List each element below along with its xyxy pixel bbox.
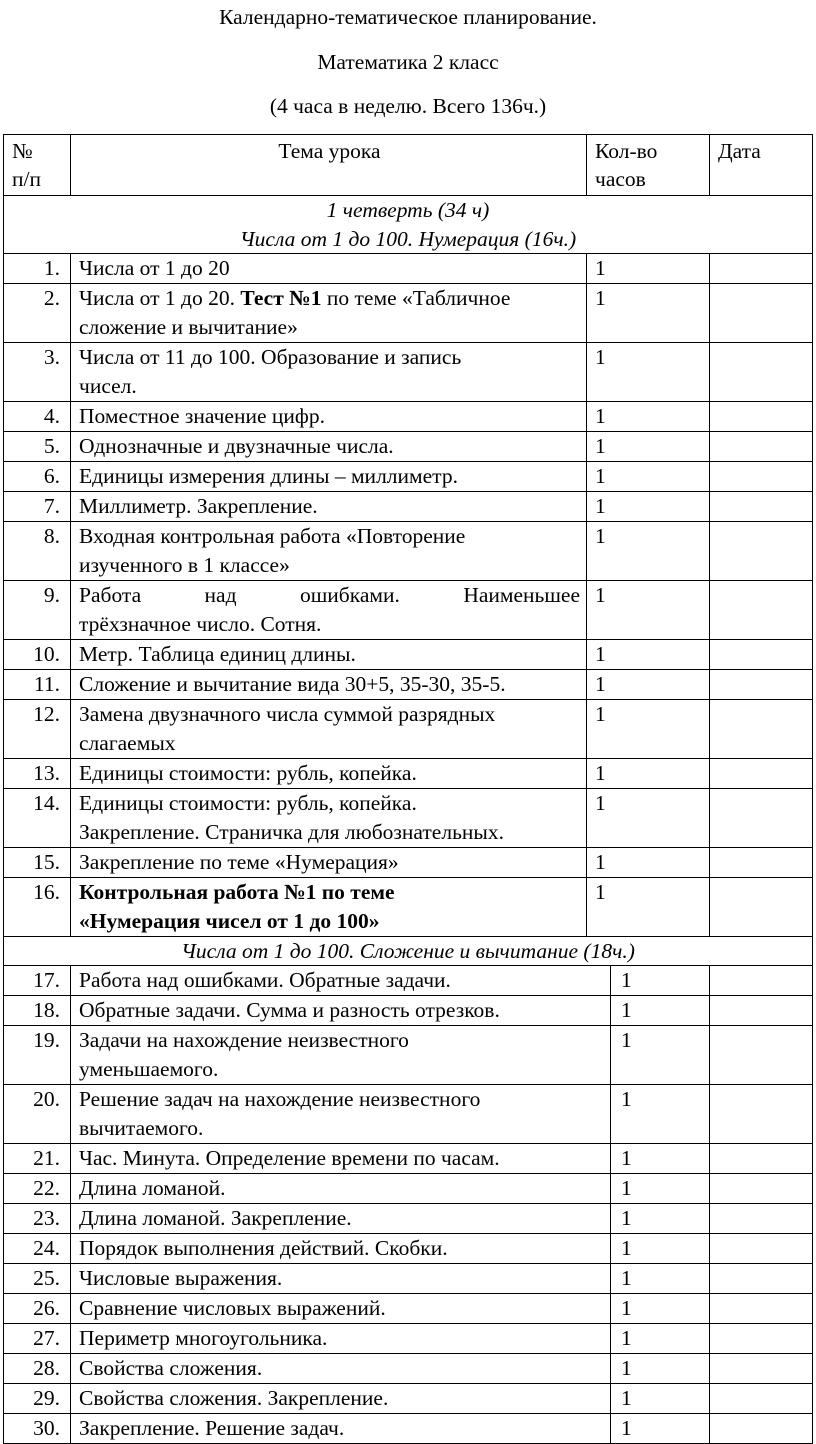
topic-line-2: сложение и вычитание»: [79, 315, 298, 339]
section-heading: [4, 196, 812, 253]
row-hours: 1: [611, 1174, 710, 1203]
row-date: [710, 640, 812, 669]
topic-line-1: Единицы стоимости: рубль, копейка.: [79, 791, 417, 815]
row-number: 15.: [4, 848, 71, 877]
topic-text: по теме «Табличное: [321, 286, 511, 310]
topic-line-2: чисел.: [79, 374, 137, 398]
topic-line-1: Единицы измерения длины – миллиметр.: [79, 464, 458, 488]
table-row: [3, 1384, 813, 1414]
row-number: 20.: [4, 1085, 71, 1143]
table-row: [3, 581, 813, 640]
row-number: 16.: [4, 878, 71, 936]
row-number: 6.: [4, 462, 71, 491]
row-number: 13.: [4, 759, 71, 788]
row-hours: 1: [587, 759, 710, 788]
table-row: [3, 1324, 813, 1354]
row-hours: 1: [587, 878, 710, 936]
row-topic: [71, 996, 611, 1025]
row-date: [710, 878, 812, 936]
row-hours: 1: [587, 848, 710, 877]
topic-line-1: Свойства сложения.: [79, 1356, 263, 1380]
table-row: [3, 1085, 813, 1144]
row-date: [710, 581, 812, 639]
table-row: [3, 670, 813, 700]
topic-line-1: Закрепление. Решение задач.: [79, 1416, 345, 1440]
topic-line-1: Замена двузначного числа суммой разрядных: [79, 702, 496, 726]
table-row: [3, 1354, 813, 1384]
table-row: [3, 848, 813, 878]
topic-line-1: Единицы стоимости: рубль, копейка.: [79, 761, 417, 785]
row-topic: [71, 1234, 611, 1263]
row-number: 22.: [4, 1174, 71, 1203]
row-hours: 1: [587, 402, 710, 431]
table-row: [3, 640, 813, 670]
row-hours: 1: [611, 1384, 710, 1413]
row-number: 7.: [4, 492, 71, 521]
topic-line-1: Миллиметр. Закрепление.: [79, 494, 318, 518]
document-hours-summary: (4 часа в неделю. Всего 136ч.): [269, 94, 547, 118]
topic-line-1: Закрепление по теме «Нумерация»: [79, 850, 399, 874]
topic-line-1: Порядок выполнения действий. Скобки.: [79, 1236, 448, 1260]
row-topic: [71, 700, 587, 758]
topic-line-2: слагаемых: [79, 731, 176, 755]
table-row: [3, 1026, 813, 1085]
row-topic: [71, 1384, 611, 1413]
topic-line-1: Свойства сложения. Закрепление.: [79, 1386, 389, 1410]
table-row: [3, 254, 813, 284]
row-topic: [71, 878, 587, 936]
row-date: [710, 848, 812, 877]
row-hours: 1: [611, 1085, 710, 1143]
topic-line-1: Входная контрольная работа «Повторение: [79, 524, 466, 548]
row-number: 25.: [4, 1264, 71, 1293]
topic-line-2: изученного в 1 классе»: [79, 553, 290, 577]
row-hours: 1: [611, 1204, 710, 1233]
row-date: [710, 1354, 812, 1383]
row-hours: 1: [587, 522, 710, 580]
row-topic: [71, 1414, 611, 1443]
row-topic: [71, 670, 587, 699]
topic-line-1: [79, 284, 580, 313]
row-number: 23.: [4, 1204, 71, 1233]
row-date: [710, 700, 812, 758]
topic-line-1: Контрольная работа №1 по теме: [79, 880, 395, 904]
table-row: [3, 402, 813, 432]
table-row: [3, 432, 813, 462]
topic-line-2: вычитаемого.: [79, 1116, 204, 1140]
header-hours: [587, 135, 710, 195]
table-header-row: [3, 134, 813, 196]
topic-line-1: Длина ломаной. Закрепление.: [79, 1206, 352, 1230]
table-row: [3, 343, 813, 402]
row-hours: 1: [587, 254, 710, 283]
topic-line-2: Закрепление. Страничка для любознательных.: [79, 820, 504, 844]
header-topic: Тема урока: [71, 135, 587, 195]
row-date: [710, 462, 812, 491]
topic-line-1: Поместное значение цифр.: [79, 404, 325, 428]
topic-line-1: Длина ломаной.: [79, 1176, 226, 1200]
header-hours-line2: часов: [595, 167, 646, 191]
quarter-label: 1 четверть (34 ч): [326, 198, 490, 222]
row-hours: 1: [587, 462, 710, 491]
row-hours: 1: [587, 640, 710, 669]
topic-text: Числа от 1 до 20.: [79, 286, 241, 310]
row-hours: 1: [587, 284, 710, 342]
section2-label: Числа от 1 до 100. Сложение и вычитание (18ч.): [181, 939, 635, 963]
document-subtitle: Математика 2 класс: [317, 50, 499, 74]
row-date: [710, 432, 812, 461]
header-number-line1: №: [12, 139, 33, 163]
row-date: [710, 759, 812, 788]
row-number: 4.: [4, 402, 71, 431]
row-date: [710, 1414, 812, 1443]
row-date: [710, 284, 812, 342]
row-date: [710, 670, 812, 699]
row-topic: [71, 343, 587, 401]
topic-line-1: Однозначные и двузначные числа.: [79, 434, 394, 458]
row-hours: 1: [611, 1144, 710, 1173]
table-row: [3, 789, 813, 848]
row-hours: 1: [587, 432, 710, 461]
row-date: [710, 996, 812, 1025]
table-row: [3, 1174, 813, 1204]
row-topic: [71, 1085, 611, 1143]
row-number: 3.: [4, 343, 71, 401]
table-row: [3, 759, 813, 789]
header-date: Дата: [718, 139, 761, 163]
row-topic: [71, 1294, 611, 1323]
row-topic: [71, 1324, 611, 1353]
table-row: [3, 1294, 813, 1324]
row-number: 17.: [4, 966, 71, 995]
row-hours: 1: [611, 1264, 710, 1293]
topic-line-1: Решение задач на нахождение неизвестного: [79, 1087, 481, 1111]
row-topic: [71, 492, 587, 521]
topic-line-1: Метр. Таблица единиц длины.: [79, 642, 356, 666]
row-date: [710, 1324, 812, 1353]
row-date: [710, 402, 812, 431]
row-number: 9.: [4, 581, 71, 639]
row-number: 18.: [4, 996, 71, 1025]
row-topic: [71, 1144, 611, 1173]
row-number: 19.: [4, 1026, 71, 1084]
table-row: [3, 996, 813, 1026]
row-number: 28.: [4, 1354, 71, 1383]
row-topic: [71, 1264, 611, 1293]
row-hours: 1: [587, 700, 710, 758]
row-topic: [71, 402, 587, 431]
row-hours: 1: [611, 966, 710, 995]
table-row: [3, 492, 813, 522]
table-row: [3, 966, 813, 996]
row-date: [710, 1204, 812, 1233]
row-topic: [71, 789, 587, 847]
row-number: 10.: [4, 640, 71, 669]
planning-table: [3, 134, 813, 1444]
row-topic: [71, 759, 587, 788]
row-topic: [71, 254, 587, 283]
row-hours: 1: [611, 1026, 710, 1084]
row-date: [710, 522, 812, 580]
topic-line-1: Задачи на нахождение неизвестного: [79, 1028, 409, 1052]
row-topic: [71, 848, 587, 877]
row-hours: 1: [611, 1294, 710, 1323]
row-date: [710, 1384, 812, 1413]
row-number: 26.: [4, 1294, 71, 1323]
row-number: 14.: [4, 789, 71, 847]
table-row: [3, 1144, 813, 1174]
topic-line-1: Периметр многоугольника.: [79, 1326, 328, 1350]
row-number: 12.: [4, 700, 71, 758]
row-date: [710, 1234, 812, 1263]
row-topic: [71, 1174, 611, 1203]
table-row: [3, 878, 813, 937]
row-number: 29.: [4, 1384, 71, 1413]
row-date: [710, 1174, 812, 1203]
topic-line-2: трёхзначное число. Сотня.: [79, 612, 322, 636]
section-row-quarter: [3, 196, 813, 254]
row-hours: 1: [587, 343, 710, 401]
topic-line-1: Обратные задачи. Сумма и разность отрезков.: [79, 998, 500, 1022]
row-number: 2.: [4, 284, 71, 342]
row-topic: [71, 1204, 611, 1233]
topic-line-1: Числовые выражения.: [79, 1266, 283, 1290]
header-number-line2: п/п: [12, 167, 41, 191]
row-hours: 1: [587, 670, 710, 699]
row-hours: 1: [611, 996, 710, 1025]
row-number: 1.: [4, 254, 71, 283]
row-topic: [71, 462, 587, 491]
table-row: [3, 1234, 813, 1264]
table-row: [3, 462, 813, 492]
topic-line-2: уменьшаемого.: [79, 1057, 219, 1081]
row-topic: [71, 284, 587, 342]
row-hours: 1: [587, 492, 710, 521]
row-date: [710, 1264, 812, 1293]
table-row: [3, 1414, 813, 1444]
table-row: [3, 522, 813, 581]
topic-line-1: Работа над ошибками. Наименьшее: [79, 583, 580, 607]
row-number: 27.: [4, 1324, 71, 1353]
row-hours: 1: [611, 1354, 710, 1383]
section-row-2: [3, 937, 813, 966]
topic-line-1: Час. Минута. Определение времени по часам.: [79, 1146, 500, 1170]
topic-line-1: Числа от 11 до 100. Образование и запись: [79, 345, 462, 369]
row-topic: [71, 640, 587, 669]
row-date: [710, 789, 812, 847]
row-number: 24.: [4, 1234, 71, 1263]
row-number: 8.: [4, 522, 71, 580]
row-date: [710, 1144, 812, 1173]
row-topic: [71, 1354, 611, 1383]
row-hours: 1: [611, 1234, 710, 1263]
row-number: 5.: [4, 432, 71, 461]
row-date: [710, 1294, 812, 1323]
header-number: [4, 135, 71, 195]
row-topic: [71, 1026, 611, 1084]
row-number: 11.: [4, 670, 71, 699]
row-date: [710, 966, 812, 995]
document-title: Календарно-тематическое планирование.: [219, 5, 597, 29]
table-row: [3, 700, 813, 759]
topic-line-1: Сложение и вычитание вида 30+5, 35-30, 35-5.: [79, 672, 506, 696]
row-topic: [71, 432, 587, 461]
row-number: 30.: [4, 1414, 71, 1443]
topic-line-1: Числа от 1 до 20: [79, 256, 230, 280]
row-hours: 1: [611, 1414, 710, 1443]
table-row: [3, 284, 813, 343]
section1-label: Числа от 1 до 100. Нумерация (16ч.): [239, 227, 577, 251]
row-date: [710, 343, 812, 401]
test-label: Тест №1: [240, 286, 322, 310]
table-row: [3, 1204, 813, 1234]
row-date: [710, 1026, 812, 1084]
table-row: [3, 1264, 813, 1294]
row-date: [710, 492, 812, 521]
topic-line-1: Сравнение числовых выражений.: [79, 1296, 386, 1320]
topic-line-1: Работа над ошибками. Обратные задачи.: [79, 968, 451, 992]
row-date: [710, 1085, 812, 1143]
row-hours: 1: [587, 581, 710, 639]
row-hours: 1: [587, 789, 710, 847]
row-number: 21.: [4, 1144, 71, 1173]
header-hours-line1: Кол-во: [595, 139, 658, 163]
row-hours: 1: [611, 1324, 710, 1353]
row-topic: [71, 522, 587, 580]
row-topic: [71, 581, 587, 639]
row-date: [710, 254, 812, 283]
row-topic: [71, 966, 611, 995]
topic-line-2: «Нумерация чисел от 1 до 100»: [79, 909, 380, 933]
